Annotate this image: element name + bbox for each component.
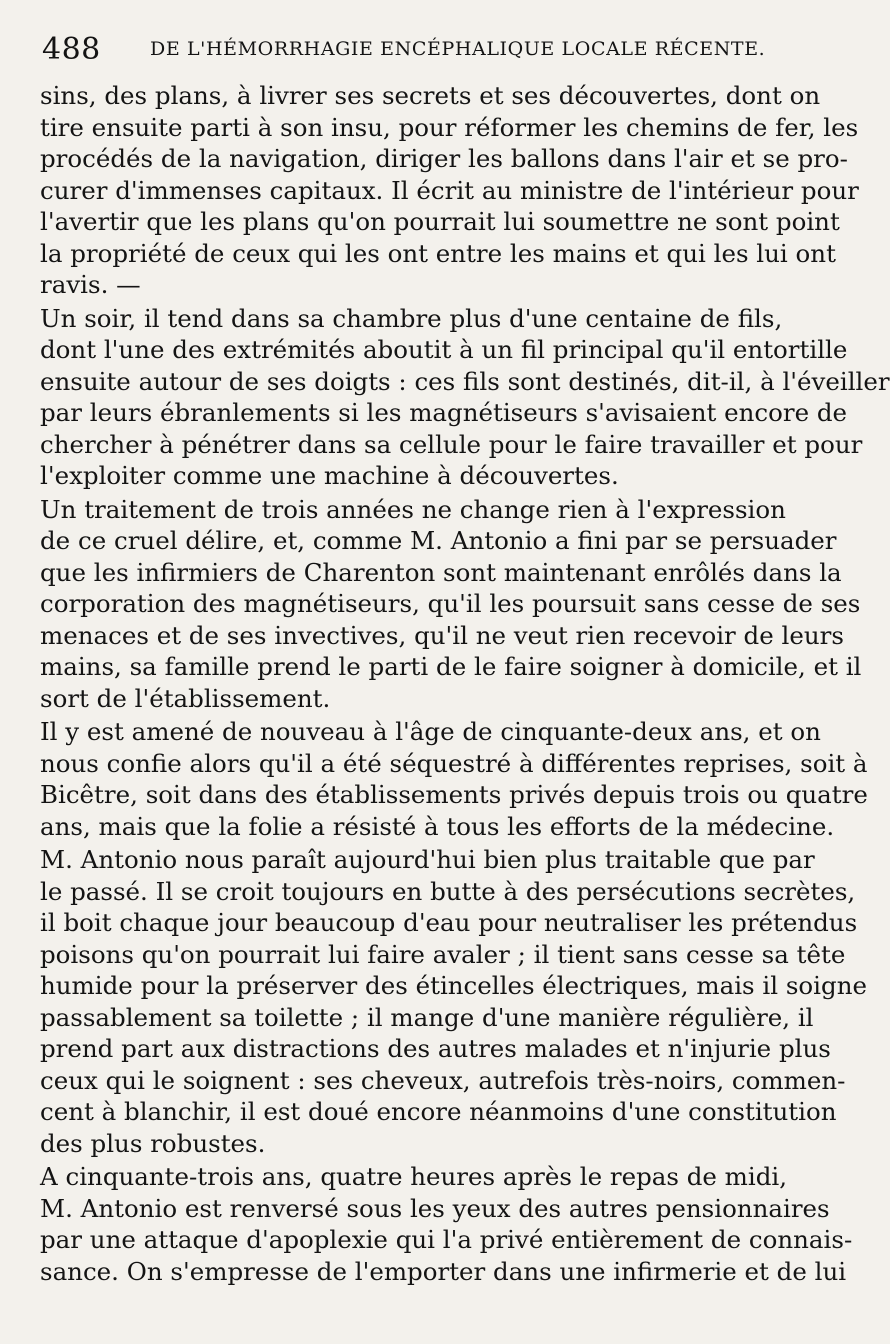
paragraph xyxy=(40,716,868,842)
text-line: nous confie alors qu'il a été séquestré à différentes reprises, soit à xyxy=(40,748,868,778)
text-line: mains, sa famille prend le parti de le faire soigner à domicile, et il xyxy=(40,652,862,681)
page-header xyxy=(40,30,766,70)
text-line: ceux qui le soignent : ses cheveux, autrefois très-noirs, commen- xyxy=(40,1065,846,1095)
text-line: le passé. Il se croit toujours en butte à des persécutions secrètes, xyxy=(40,876,856,906)
text-line: prend part aux distractions des autres malades et n'injurie plus xyxy=(40,1034,831,1063)
text-line: sort de l'établissement. xyxy=(40,683,331,713)
paragraph xyxy=(40,303,890,492)
text-line: Bicêtre, soit dans des établissements privés depuis trois ou quatre xyxy=(40,780,868,809)
text-line: poisons qu'on pourrait lui faire avaler ; il tient sans cesse sa tête xyxy=(40,939,846,969)
text-line: passablement sa toilette ; il mange d'une manière régulière, il xyxy=(40,1002,814,1032)
text-line: sins, des plans, à livrer ses secrets et ses découvertes, dont on xyxy=(40,81,821,110)
text-line: l'avertir que les plans qu'on pourrait lui soumettre ne sont point xyxy=(40,207,840,236)
text-line: des plus robustes. xyxy=(40,1128,266,1158)
text-line: M. Antonio nous paraît aujourd'hui bien plus traitable que par xyxy=(40,845,815,874)
text-line: l'exploiter comme une machine à découvertes. xyxy=(40,461,619,490)
text-line: curer d'immenses capitaux. Il écrit au ministre de l'intérieur pour xyxy=(40,175,859,205)
text-line: A cinquante-trois ans, quatre heures après le repas de midi, xyxy=(40,1162,788,1191)
text-line: par une attaque d'apoplexie qui l'a privé entièrement de connais- xyxy=(40,1225,853,1254)
text-line: il boit chaque jour beaucoup d'eau pour neutraliser les prétendus xyxy=(40,908,858,937)
paragraph xyxy=(40,844,867,1159)
text-line: cent à blanchir, il est doué encore néanmoins d'une constitution xyxy=(40,1097,837,1126)
text-line: ensuite autour de ses doigts : ces fils sont destinés, dit-il, à l'éveiller xyxy=(40,366,890,396)
text-line: la propriété de ceux qui les ont entre les mains et qui les lui ont xyxy=(40,238,836,268)
text-line: ans, mais que la folie a résisté à tous les efforts de la médecine. xyxy=(40,811,835,841)
text-line: ravis. — xyxy=(40,270,141,299)
text-line: Un traitement de trois années ne change rien à l'expression xyxy=(40,494,786,524)
text-line: humide pour la préserver des étincelles électriques, mais il soigne xyxy=(40,971,867,1000)
text-line: corporation des magnétiseurs, qu'il les poursuit sans cesse de ses xyxy=(40,589,861,618)
paragraph xyxy=(40,80,859,301)
text-line: chercher à pénétrer dans sa cellule pour le faire travailler et pour xyxy=(40,429,863,459)
text-line: M. Antonio est renversé sous les yeux des autres pensionnaires xyxy=(40,1193,830,1223)
text-line: dont l'une des extrémités aboutit à un fil principal qu'il entortille xyxy=(40,335,848,364)
paragraph xyxy=(40,1161,853,1287)
text-line: Un soir, il tend dans sa chambre plus d'une centaine de fils, xyxy=(40,303,783,333)
text-line: tire ensuite parti à son insu, pour réformer les chemins de fer, les xyxy=(40,112,859,142)
text-line: sance. On s'empresse de l'emporter dans une infirmerie et de lui xyxy=(40,1256,847,1286)
text-line: par leurs ébranlements si les magnétiseurs s'avisaient encore de xyxy=(40,398,848,427)
page-number: 488 xyxy=(42,32,101,67)
body-text xyxy=(40,80,890,1287)
paragraph xyxy=(40,494,862,715)
text-line: menaces et de ses invectives, qu'il ne veut rien recevoir de leurs xyxy=(40,620,844,650)
text-line: que les infirmiers de Charenton sont maintenant enrôlés dans la xyxy=(40,557,842,587)
text-line: de ce cruel délire, et, comme M. Antonio a fini par se persuader xyxy=(40,526,837,555)
text-line: Il y est amené de nouveau à l'âge de cinquante-deux ans, et on xyxy=(40,717,821,746)
text-line: procédés de la navigation, diriger les ballons dans l'air et se pro- xyxy=(40,144,848,173)
running-head: DE L'HÉMORRHAGIE ENCÉPHALIQUE LOCALE RÉCENTE. xyxy=(150,38,766,60)
